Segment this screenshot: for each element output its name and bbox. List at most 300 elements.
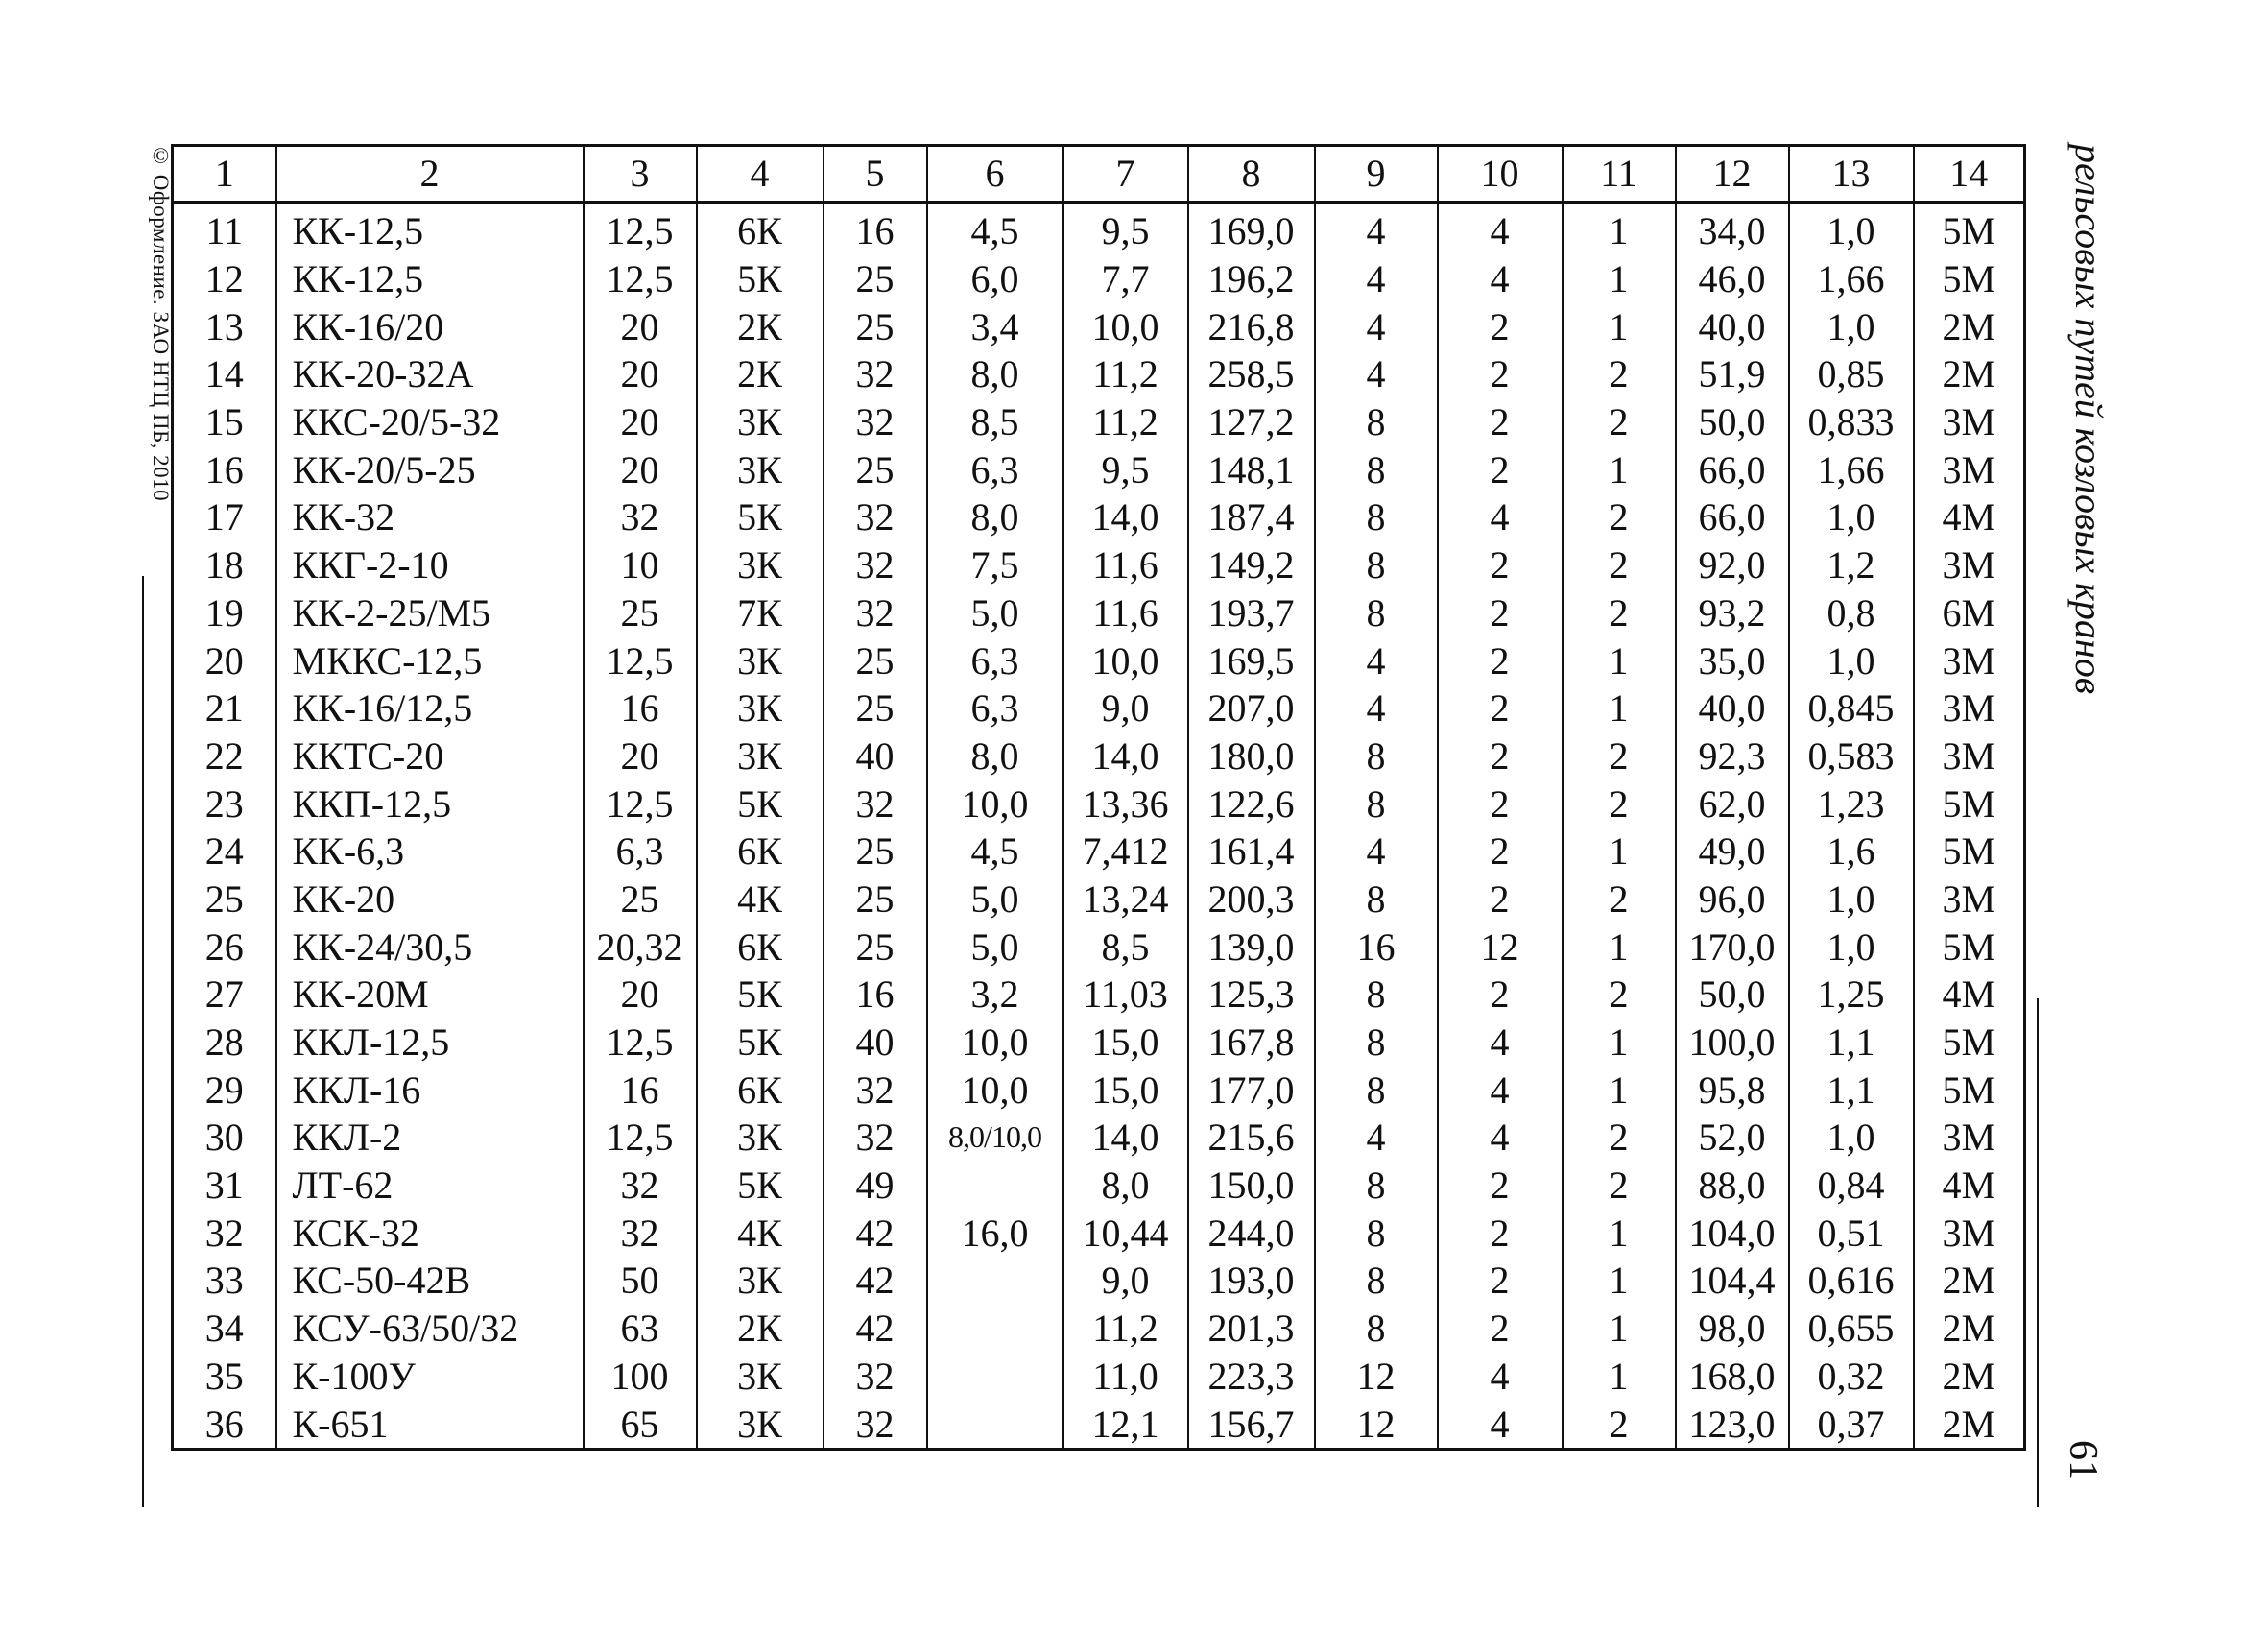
table-row [173,1114,2025,1162]
table-cell: 16,0 [927,1209,1063,1257]
column-header: 3 [584,146,697,203]
table-cell: 4 [1438,1066,1563,1114]
table-cell: 8 [1315,876,1438,924]
table-cell: 2 [1438,971,1563,1019]
table-cell: 12,5 [584,255,697,303]
table-cell: 32 [824,589,927,637]
table-row [173,923,2025,971]
table-cell: 161,4 [1188,828,1315,876]
table-cell: 193,7 [1188,589,1315,637]
table-cell: 0,37 [1789,1400,1914,1449]
column-header: 12 [1676,146,1789,203]
table-cell: КСУ-63/50/32 [276,1305,584,1353]
table-cell: 2 [1563,1400,1676,1449]
table-cell: 2К [697,302,824,350]
table-cell: 28 [204,1020,244,1065]
table-cell: 30 [204,1116,244,1160]
table-cell: 0,845 [1789,684,1914,732]
table-cell: 4 [1315,684,1438,732]
table-cell: 1,66 [1789,445,1914,493]
table-cell: 3,2 [927,971,1063,1019]
table-cell: 127,2 [1188,398,1315,446]
table-cell: 14,0 [1063,1114,1188,1162]
copyright-text: © Оформление. ЗАО НТЦ ПБ, 2010 [149,144,173,502]
table-cell: 13,36 [1063,780,1188,828]
table-cell: 1 [1563,302,1676,350]
table-cell: 15,0 [1063,1019,1188,1067]
table-cell: 2 [1438,636,1563,684]
table-row [173,1305,2025,1353]
table-cell: 4К [697,876,824,924]
table-cell: КК-6,3 [276,828,584,876]
table-cell: 5,0 [927,923,1063,971]
table-row [173,828,2025,876]
table-cell: 193,0 [1188,1257,1315,1305]
table-cell: 32 [204,1211,244,1255]
table-cell: 3К [697,732,824,780]
table-cell: 9,0 [1063,1257,1188,1305]
table-cell: ККС-20/5-32 [276,398,584,446]
table-cell: 2М [1914,1400,2025,1449]
table-cell: 20 [584,732,697,780]
table-cell: 139,0 [1188,923,1315,971]
table-cell: 8 [1315,541,1438,589]
column-header: 1 [173,146,276,203]
table-cell: 15 [204,400,244,444]
table-cell: 2 [1563,780,1676,828]
table-cell: 16 [584,684,697,732]
table-cell: 2 [1438,398,1563,446]
table-cell: 0,616 [1789,1257,1914,1305]
table-cell: 6,3 [927,445,1063,493]
table-cell: 13 [204,304,244,348]
right-margin-rule [2037,998,2039,1507]
table-row [173,398,2025,446]
table-cell [927,1257,1063,1305]
table-cell: 21 [204,686,244,731]
table-cell: 2 [1438,876,1563,924]
table-cell: 6М [1914,589,2025,637]
table-cell: 1 [1563,828,1676,876]
table-cell: 3К [697,1400,824,1449]
table-cell: 5М [1914,255,2025,303]
table-cell: 50,0 [1676,398,1789,446]
table-cell: 32 [824,1400,927,1449]
table-cell: 11,03 [1063,971,1188,1019]
table-cell: 196,2 [1188,255,1315,303]
table-cell: 32 [824,398,927,446]
table-cell: 27 [204,972,244,1017]
table-cell: 66,0 [1676,445,1789,493]
table-cell: 19 [204,590,244,635]
table-cell: 100,0 [1676,1019,1789,1067]
table-cell: 35,0 [1676,636,1789,684]
table-row [173,493,2025,541]
table-cell: 180,0 [1188,732,1315,780]
table-cell: 4 [1438,493,1563,541]
table-cell: 8,0 [1063,1162,1188,1210]
table-cell: 8 [1315,971,1438,1019]
table-cell: 40 [824,732,927,780]
table-cell: 8 [1315,1305,1438,1353]
table-cell: 3М [1914,398,2025,446]
table-cell: 12 [1315,1400,1438,1449]
table-cell: 2 [1563,971,1676,1019]
table-cell: 1,66 [1789,255,1914,303]
table-cell: 14 [204,352,244,396]
table-cell: ККЛ-12,5 [276,1019,584,1067]
table-cell: 3М [1914,684,2025,732]
table-cell: 1 [1563,1019,1676,1067]
table-cell: 187,4 [1188,493,1315,541]
column-header: 14 [1914,146,2025,203]
table-cell: 215,6 [1188,1114,1315,1162]
table-cell: К-651 [276,1400,584,1449]
table-cell: ККЛ-2 [276,1114,584,1162]
table-cell: 1 [1563,684,1676,732]
table-cell: 20 [584,971,697,1019]
table-cell: 4 [1315,203,1438,255]
table-cell: 125,3 [1188,971,1315,1019]
table-cell: 23 [204,781,244,826]
table-cell: 1,0 [1789,203,1914,255]
table-cell: 148,1 [1188,445,1315,493]
table-cell: 1,0 [1789,493,1914,541]
table-cell: КК-32 [276,493,584,541]
table-cell: 4 [1315,636,1438,684]
table-cell: 122,6 [1188,780,1315,828]
table-cell: 25 [824,636,927,684]
table-cell: 3М [1914,1114,2025,1162]
table-cell: 4 [1315,828,1438,876]
table-cell: 20 [584,445,697,493]
table-cell: 1 [1563,923,1676,971]
table-row [173,302,2025,350]
table-cell: 2М [1914,1257,2025,1305]
table-cell: 42 [824,1305,927,1353]
table-cell: 9,5 [1063,445,1188,493]
table-cell: 25 [824,445,927,493]
table-cell: 32 [824,493,927,541]
table-cell: 1 [1563,1066,1676,1114]
table-cell: 7,412 [1063,828,1188,876]
table-cell: 1,0 [1789,636,1914,684]
table-cell: 20 [584,398,697,446]
table-cell: 2 [1438,732,1563,780]
table-cell: 42 [824,1209,927,1257]
table-cell: 95,8 [1676,1066,1789,1114]
table-cell [927,1400,1063,1449]
table-cell: 1 [1563,255,1676,303]
table-cell: 3К [697,541,824,589]
table-cell: 11,2 [1063,398,1188,446]
table-cell: 4,5 [927,203,1063,255]
table-cell: 1,0 [1789,1114,1914,1162]
table-cell: 93,2 [1676,589,1789,637]
table-cell: 2М [1914,1353,2025,1401]
table-cell: 10,0 [927,780,1063,828]
table-cell: 20,32 [584,923,697,971]
table-cell: 5М [1914,780,2025,828]
table-cell: 16 [584,1066,697,1114]
table-cell: 32 [824,350,927,398]
table-cell: 2 [1563,1162,1676,1210]
table-cell: 13,24 [1063,876,1188,924]
table-cell: 4 [1438,1019,1563,1067]
table-cell: 8 [1315,1066,1438,1114]
table-cell: 177,0 [1188,1066,1315,1114]
table-cell: 6,3 [927,636,1063,684]
table-row [173,971,2025,1019]
table-cell: 25 [824,876,927,924]
table-cell: 10 [584,541,697,589]
table-cell: 52,0 [1676,1114,1789,1162]
table-cell: 2 [1563,589,1676,637]
table-cell: 7,7 [1063,255,1188,303]
table-cell: 7,5 [927,541,1063,589]
table-cell: 8 [1315,589,1438,637]
table-row [173,636,2025,684]
table-cell: ККГ-2-10 [276,541,584,589]
table-cell: 0,85 [1789,350,1914,398]
table-cell: 8,0 [927,493,1063,541]
table-cell: 3К [697,1353,824,1401]
table-cell: 0,32 [1789,1353,1914,1401]
table-cell: 9,0 [1063,684,1188,732]
column-header: 11 [1563,146,1676,203]
table-cell: 2 [1438,1209,1563,1257]
table-row [173,684,2025,732]
table-cell: 12 [1315,1353,1438,1401]
table-cell: 2 [1438,350,1563,398]
table-cell: 2К [697,1305,824,1353]
table-cell: 2 [1563,1114,1676,1162]
table-cell: 5М [1914,1019,2025,1067]
table-cell: 5М [1914,923,2025,971]
table-cell: 7К [697,589,824,637]
table-cell: 150,0 [1188,1162,1315,1210]
table-cell: 8,5 [927,398,1063,446]
table-row [173,1353,2025,1401]
table-cell: 49,0 [1676,828,1789,876]
table-cell: 1 [1563,1209,1676,1257]
table-cell: 123,0 [1676,1400,1789,1449]
table-cell: 167,8 [1188,1019,1315,1067]
column-header: 9 [1315,146,1438,203]
table-cell: 31 [204,1164,244,1208]
table-cell: 98,0 [1676,1305,1789,1353]
table-cell: 8,0 [927,350,1063,398]
table-cell: 62,0 [1676,780,1789,828]
table-cell: 40,0 [1676,684,1789,732]
table-cell: 3К [697,398,824,446]
table-cell: 0,84 [1789,1162,1914,1210]
table-cell: 35 [204,1354,244,1398]
table-cell: 0,655 [1789,1305,1914,1353]
table-cell: 4 [1315,1114,1438,1162]
table-cell: 4К [697,1209,824,1257]
table-cell: 1,1 [1789,1066,1914,1114]
table-cell: 16 [1315,923,1438,971]
table-cell: 0,51 [1789,1209,1914,1257]
left-margin-rule [142,576,144,1507]
table-cell: 18 [204,543,244,588]
table-cell: 2 [1438,1257,1563,1305]
table-cell: КК-20М [276,971,584,1019]
table-cell: 5К [697,971,824,1019]
table-cell: КК-12,5 [276,255,584,303]
table-row [173,255,2025,303]
table-cell: 1 [1563,203,1676,255]
table-cell: 10,0 [927,1019,1063,1067]
table-cell: 92,3 [1676,732,1789,780]
table-cell: 25 [824,923,927,971]
table-cell: 16 [824,971,927,1019]
table-cell: 32 [824,1114,927,1162]
table-cell: 169,5 [1188,636,1315,684]
table-row [173,780,2025,828]
table-cell: 3К [697,1114,824,1162]
table-cell: 6,0 [927,255,1063,303]
table-cell: 32 [584,1209,697,1257]
table-row [173,1257,2025,1305]
column-header: 4 [697,146,824,203]
table-row [173,1066,2025,1114]
table-cell: 5К [697,255,824,303]
table-cell: 32 [584,493,697,541]
table-cell: 36 [204,1402,244,1446]
table-cell: 40 [824,1019,927,1067]
table-cell: 16 [204,447,244,492]
table-cell: 1,2 [1789,541,1914,589]
table-cell: 216,8 [1188,302,1315,350]
table-cell: 12,5 [584,780,697,828]
table-cell: 10,0 [1063,302,1188,350]
table-cell: 8 [1315,1162,1438,1210]
table-cell: 169,0 [1188,203,1315,255]
table-cell: 8 [1315,1257,1438,1305]
table-cell: 2 [1563,732,1676,780]
table-cell: 5К [697,1019,824,1067]
table-cell: 25 [824,255,927,303]
table-cell: 32 [584,1162,697,1210]
table-cell: 12 [1438,923,1563,971]
table-cell: 3М [1914,732,2025,780]
table-cell: 12,5 [584,203,697,255]
table-cell: 200,3 [1188,876,1315,924]
table-cell: 0,833 [1789,398,1914,446]
table-row [173,1209,2025,1257]
table-cell: 25 [824,684,927,732]
table-cell: 8,0 [927,732,1063,780]
table-cell: 2 [1438,302,1563,350]
table-row [173,732,2025,780]
table-cell: 5,0 [927,589,1063,637]
table-cell: 3К [697,636,824,684]
table-cell: 4 [1438,1353,1563,1401]
table-cell: 24 [204,829,244,874]
table-cell: ККП-12,5 [276,780,584,828]
table-cell: 2 [1438,445,1563,493]
table-cell: 4 [1315,255,1438,303]
table-cell: 3М [1914,1209,2025,1257]
table-cell: 65 [584,1400,697,1449]
table-cell: 4М [1914,1162,2025,1210]
table-cell: 25 [824,828,927,876]
table-cell: 2 [1438,828,1563,876]
header-row [173,146,2025,203]
table-cell: 1,25 [1789,971,1914,1019]
table-cell: 10,44 [1063,1209,1188,1257]
table-cell: 14,0 [1063,732,1188,780]
table-cell: КК-24/30,5 [276,923,584,971]
table-cell: 3М [1914,445,2025,493]
table-row [173,589,2025,637]
table-cell: 3,4 [927,302,1063,350]
table-cell: 201,3 [1188,1305,1315,1353]
table-cell: 88,0 [1676,1162,1789,1210]
table-cell: КК-16/12,5 [276,684,584,732]
table-cell: 11,2 [1063,350,1188,398]
table-cell: 25 [824,302,927,350]
table-cell: 2 [1563,398,1676,446]
table-cell: 16 [824,203,927,255]
table-cell: 6К [697,828,824,876]
table-cell: КС-50-42В [276,1257,584,1305]
table-cell: 2К [697,350,824,398]
table-cell [927,1305,1063,1353]
table-cell: 170,0 [1676,923,1789,971]
table-cell: 258,5 [1188,350,1315,398]
table-cell: КК-20-32А [276,350,584,398]
table-row [173,1019,2025,1067]
table-cell [927,1162,1063,1210]
table-cell: 6К [697,923,824,971]
table-cell: 244,0 [1188,1209,1315,1257]
table-cell: 26 [204,924,244,969]
table-cell: 2 [1438,684,1563,732]
table-cell: 3М [1914,541,2025,589]
table-cell: 1 [1563,445,1676,493]
column-header: 10 [1438,146,1563,203]
table-row [173,1400,2025,1449]
table-cell: 8,5 [1063,923,1188,971]
column-header: 5 [824,146,927,203]
table-cell: 4 [1438,1114,1563,1162]
table-cell: 3К [697,684,824,732]
table-cell: 12,5 [584,1114,697,1162]
table-cell: 8 [1315,1209,1438,1257]
table-cell: 32 [824,1066,927,1114]
table-cell: 12,5 [584,1019,697,1067]
table-cell: 34,0 [1676,203,1789,255]
table-cell: 34 [204,1307,244,1351]
table-cell: 3К [697,1257,824,1305]
table-body [173,203,2025,1450]
column-header: 6 [927,146,1063,203]
table-cell: 8 [1315,445,1438,493]
table-cell: 3М [1914,636,2025,684]
table-cell: 92,0 [1676,541,1789,589]
table-cell: КК-16/20 [276,302,584,350]
table-cell: 46,0 [1676,255,1789,303]
table-cell: 25 [584,589,697,637]
table-cell: ККТС-20 [276,732,584,780]
table-cell: КСК-32 [276,1209,584,1257]
table-cell: 6К [697,1066,824,1114]
table-cell: 11,2 [1063,1305,1188,1353]
table-cell: 5К [697,1162,824,1210]
